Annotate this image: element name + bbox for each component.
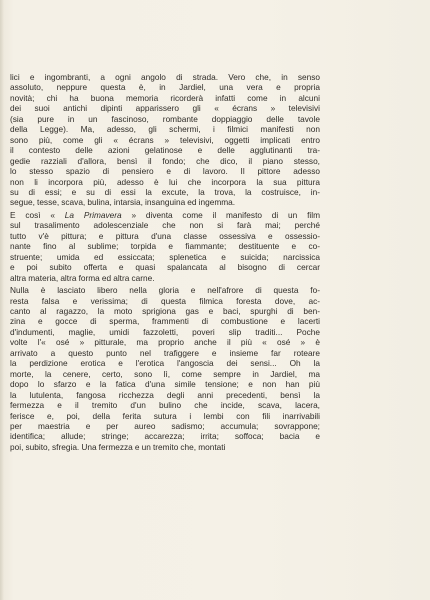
text-line: e poi subito offerta e quasi spalancata al bisogno di cercar [10,262,320,273]
text-line: Nulla è lasciato libero nella gloria e nell'afrore di questa fo- [10,285,320,296]
text-line: identifica; allude; stringe; accarezza; irrita; soffoca; bacia e [10,431,320,442]
text-line: dei suoi antichi dipinti apparissero gli « écrans » televisivi [10,103,320,114]
text-line: E così « La Primavera » diventa come il manifesto di un film [10,209,321,220]
text-line: struente; umida ed essiccata; splenetica e suicida; narcissica [10,251,320,262]
paragraph [10,285,320,452]
text-line: poi, subito, sfregia. Una fermezza e un tremito che, montati [10,441,226,452]
text-line: fermezza e il tremito d'un bulino che incide, scava, lacera, [10,400,320,411]
text-line: gedie razziali d'allora, bensì il fondo; che dico, il piano stesso, [10,155,320,166]
text-line: arrivato a questo punto nel trafiggere e insieme far roteare [10,347,320,358]
text-line: su di essi; e su di essi la excute, la trova, la costruisce, in- [10,186,320,197]
text-line: la lutulenta, fangosa ricchezza degli anni precedenti, bensì la [10,389,320,400]
text-line: volte l'« osé » pitturale, ma proprio anche il più « osé » è [10,337,320,348]
text-line: per maestria e per aureo sadismo; accumula; sovrappone; [10,420,320,431]
text-line: altra materia, altra forma ed altra carne. [10,272,155,283]
text-line: segue, tesse, scava, bulina, intarsia, insanguina ed ingemma. [10,197,236,208]
text-line: non li incorpora più, adesso è lui che incorpora la sua pittura [10,176,320,187]
text-line: morte, la cenere, certo, sono lì, come sempre in Jardiel, ma [10,368,320,379]
text-line: lici e ingombranti, a ogni angolo di strada. Vero che, in senso [10,72,320,82]
text-line: tutto v'è pittura; e pittura d'una classe ossessiva e ossessio- [10,230,320,241]
text-line: sul trasalimento adolescenziale che non si farà mai; perché [10,220,320,231]
text-line: d'indumenti, maglie, umidi fazzoletti, poveri slip traditi... Poche [10,326,320,337]
text-line: (sia pure in un fascinoso, rombante doppiaggio delle tavole [10,113,320,124]
paragraph [10,210,320,283]
text-line: novità; chi ha buona memoria ricorderà infatti come in alcuni [10,92,320,103]
text-line: la perdizione erotica e l'erotica l'angoscia dei sensi... Oh la [10,358,320,369]
text-line: lo stesso spazio di pensiero e di lavoro. Il pittore adesso [10,166,320,177]
text-line: zina e gocce di sperma, frammenti di combustione e lacerti [10,316,320,327]
text-line: nante fino al sublime; torpida e fiammante; destituente e co- [10,241,320,252]
text-line: canto al ragazzo, la moto sprigiona gas e baci, spurghi di ben- [10,305,320,316]
text-line: il contesto delle azioni gelatinose e delle agglutinanti tra- [10,145,320,156]
paragraph [10,72,320,208]
body-text [10,72,320,454]
text-line: sono più, come gli « écrans » televisivi, oggetti implicati entro [10,134,320,145]
text-line: ferisce e, poi, della ferita sutura i lembi con fili inarrivabili [10,410,320,421]
text-line: dopo lo sfarzo e la fatica d'una simile tensione; e non han più [10,379,320,390]
text-line: assoluto, neppure questa è, in Jardiel, una vera e propria [10,82,320,93]
text-line: della Legge). Ma, adesso, gli schermi, i filmici manifesti non [10,124,320,135]
page-binding-shadow [0,0,4,600]
text-line: resta falsa e verissima; di questa filmica foresta dove, ac- [10,295,320,306]
